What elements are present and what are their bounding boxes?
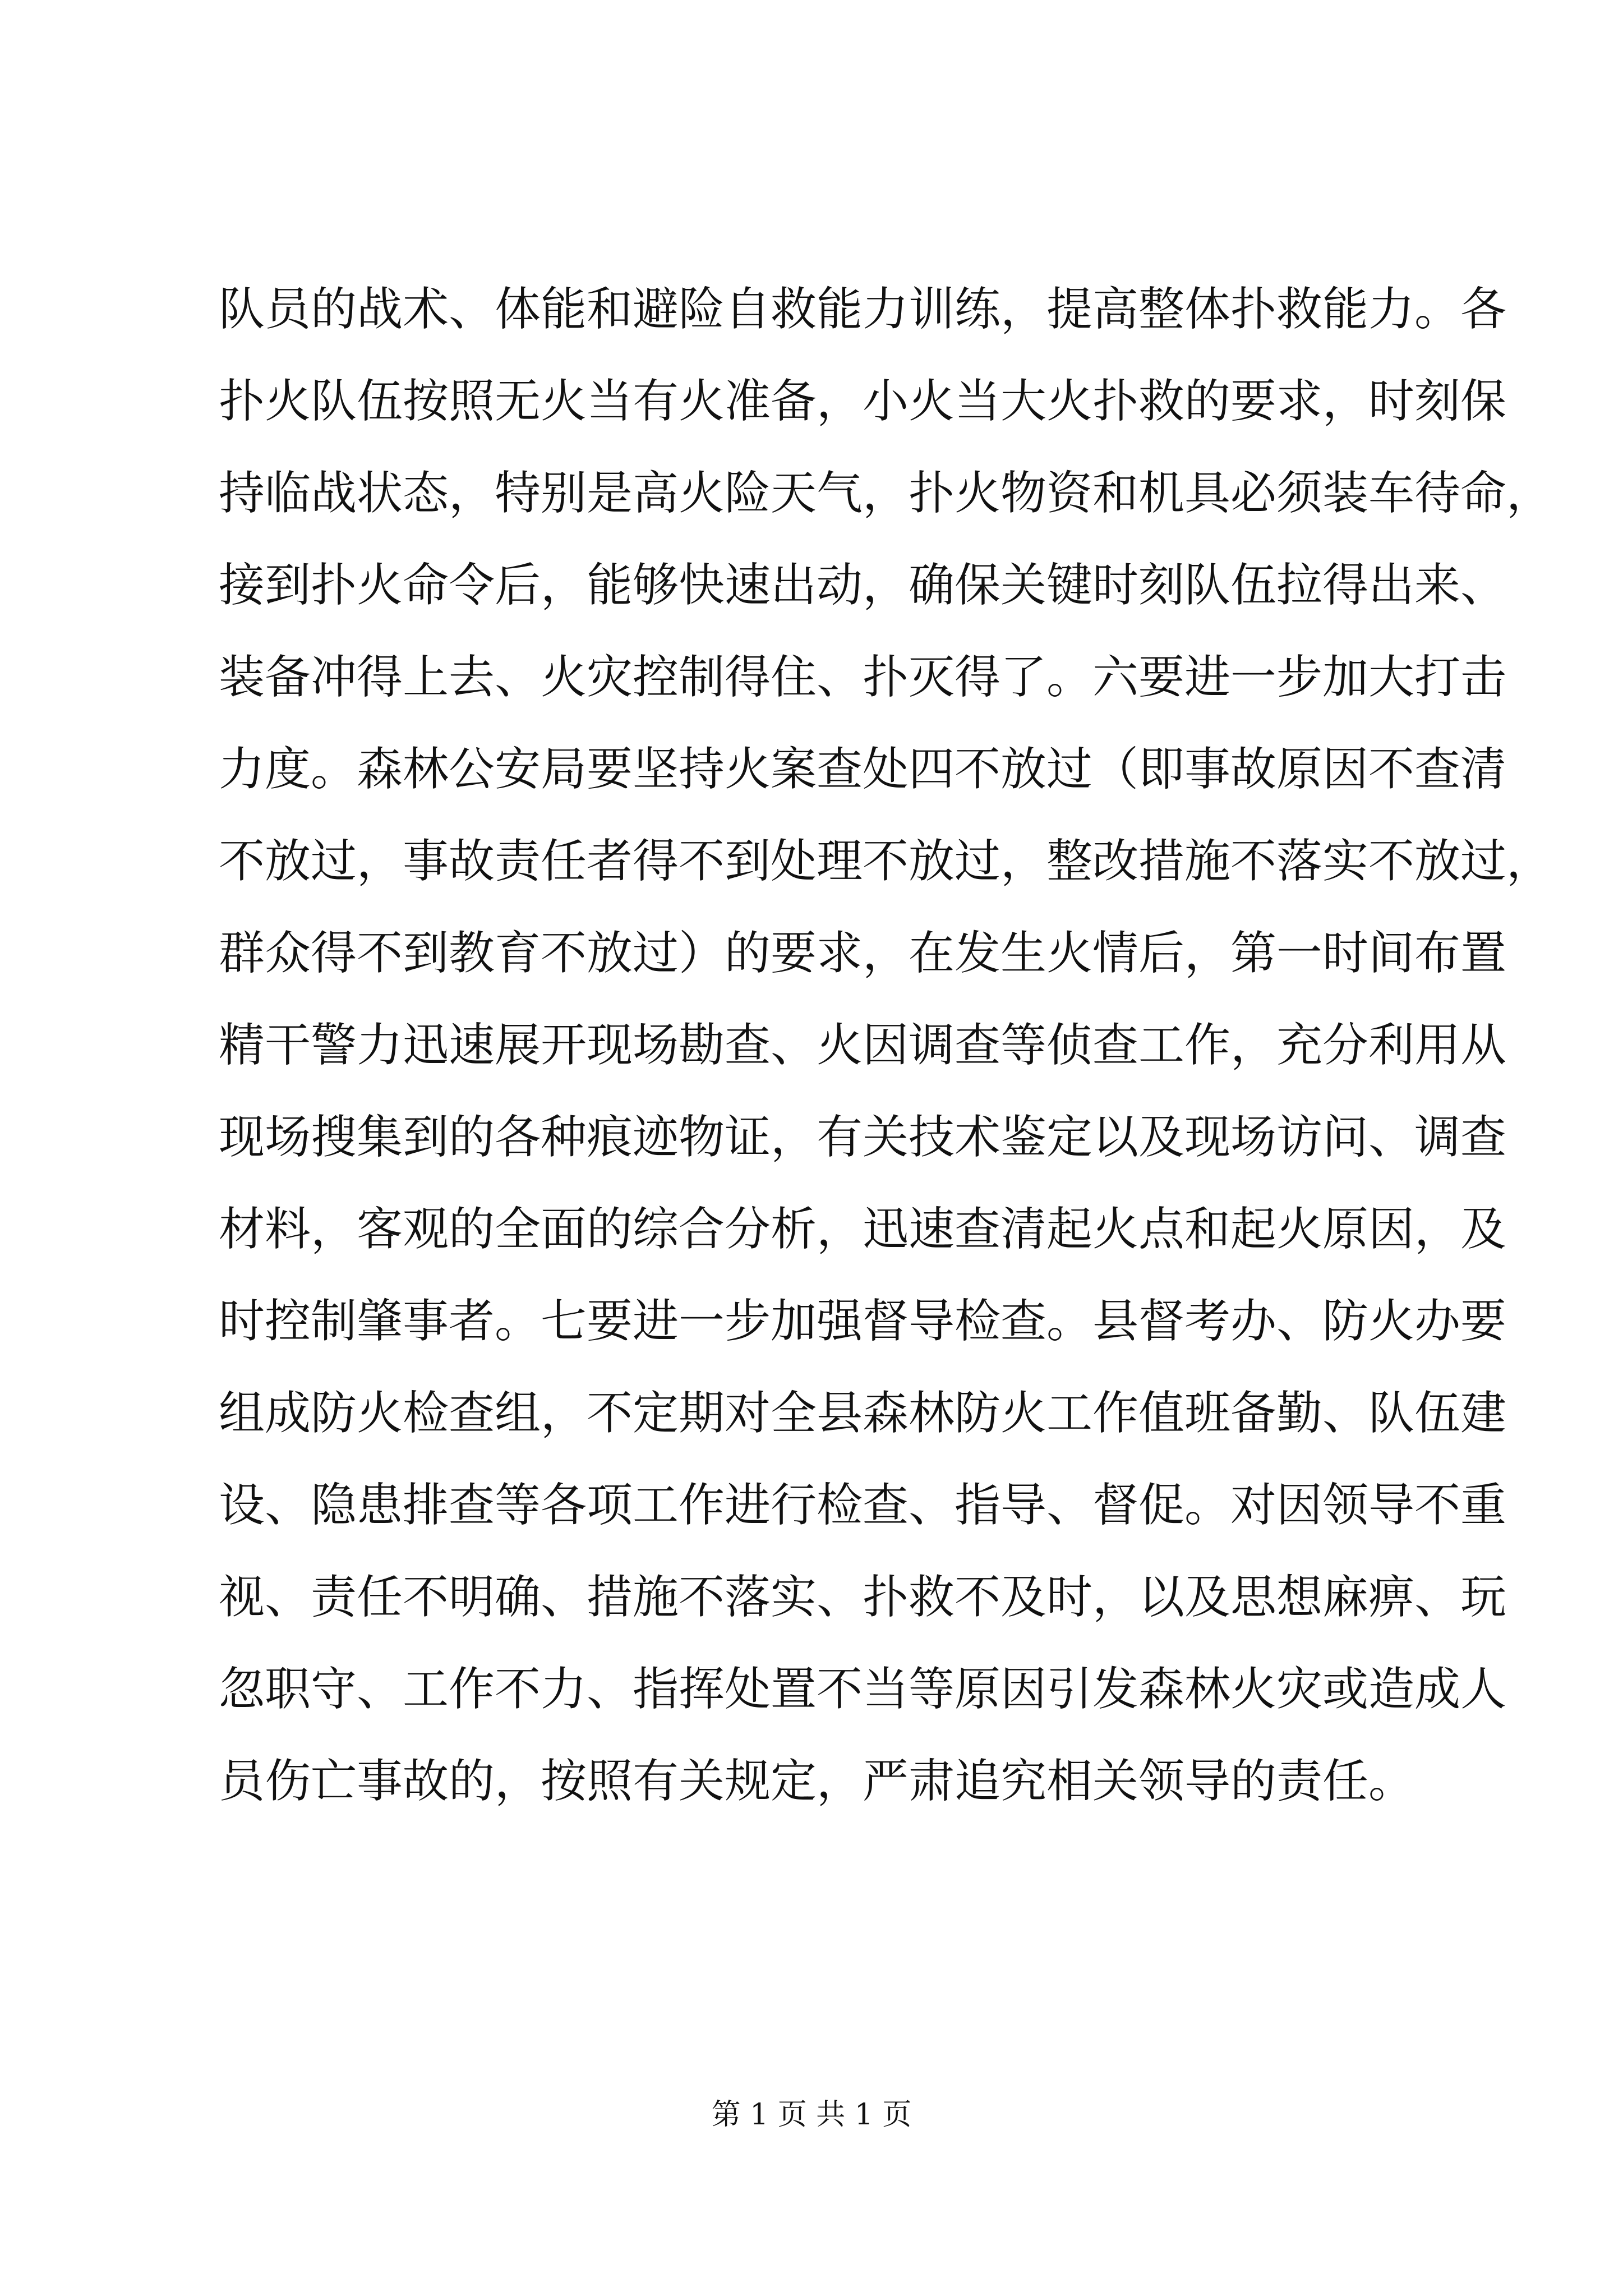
text-line-11: 材料，客观的全面的综合分析，迅速查清起火点和起火原因，及 <box>219 1203 1507 1256</box>
text-line-4: 接到扑火命令后，能够快速出动，确保关键时刻队伍拉得出来、 <box>219 559 1507 612</box>
text-line-13: 组成防火检查组，不定期对全县森林防火工作值班备勤、队伍建 <box>219 1387 1507 1440</box>
text-line-5: 装备冲得上去、火灾控制得住、扑灭得了。六要进一步加大打击 <box>219 651 1507 704</box>
text-line-12: 时控制肇事者。七要进一步加强督导检查。县督考办、防火办要 <box>219 1295 1507 1348</box>
text-line-7: 不放过，事故责任者得不到处理不放过，整改措施不落实不放过， <box>219 835 1553 888</box>
text-line-17: 员伤亡事故的，按照有关规定，严肃追究相关领导的责任。 <box>219 1755 1415 1808</box>
text-line-2: 扑火队伍按照无火当有火准备，小火当大火扑救的要求，时刻保 <box>219 375 1507 428</box>
page-number-footer: 第 1 页 共 1 页 <box>711 2098 912 2132</box>
text-line-16: 忽职守、工作不力、指挥处置不当等原因引发森林火灾或造成人 <box>219 1663 1507 1716</box>
text-line-15: 视、责任不明确、措施不落实、扑救不及时，以及思想麻痹、玩 <box>219 1571 1507 1624</box>
text-line-1: 队员的战术、体能和避险自救能力训练，提高整体扑救能力。各 <box>219 283 1507 336</box>
text-line-14: 设、隐患排查等各项工作进行检查、指导、督促。对因领导不重 <box>219 1479 1507 1532</box>
text-line-10: 现场搜集到的各种痕迹物证，有关技术鉴定以及现场访问、调查 <box>219 1111 1507 1164</box>
text-line-8: 群众得不到教育不放过）的要求，在发生火情后，第一时间布置 <box>219 927 1507 980</box>
text-line-3: 持临战状态，特别是高火险天气，扑火物资和机具必须装车待命， <box>219 467 1553 520</box>
body-text <box>219 264 1553 1828</box>
text-line-6: 力度。森林公安局要坚持火案查处四不放过（即事故原因不查清 <box>219 743 1507 796</box>
text-line-9: 精干警力迅速展开现场勘查、火因调查等侦查工作，充分利用从 <box>219 1019 1507 1072</box>
